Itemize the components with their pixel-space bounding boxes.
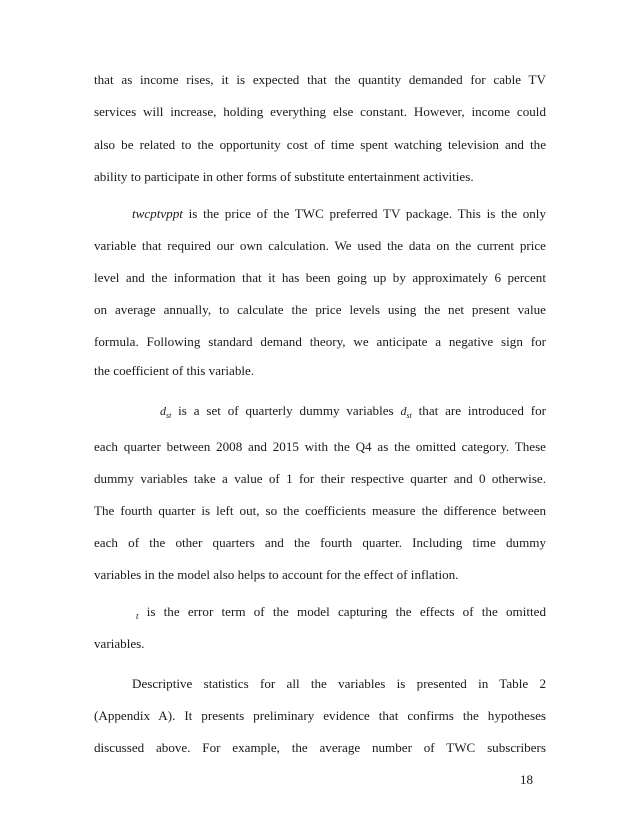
body-text: is a set of quarterly dummy variables <box>171 403 401 418</box>
body-line <box>160 403 546 424</box>
body-line: formula. Following standard demand theory, we anticipate a negative sign for <box>94 334 546 349</box>
body-line: on average annually, to calculate the price levels using the net present value <box>94 302 546 317</box>
body-line: variable that required our own calculation. We used the data on the current price <box>94 238 546 253</box>
math-symbol: $d_{st}$ <box>160 404 172 420</box>
body-text: is the error term of the model capturing the effects of the omitted <box>138 604 546 619</box>
body-line: services will increase, holding everything else constant. However, income could <box>94 104 546 119</box>
page-number: 18 <box>520 772 533 787</box>
variable-name: twcptvppt <box>132 206 183 221</box>
body-line <box>136 604 546 624</box>
body-line: each of the other quarters and the fourth quarter. Including time dummy <box>94 535 546 550</box>
body-text: is the price of the TWC preferred TV package. This is the only <box>182 206 546 221</box>
body-line: (Appendix A). It presents preliminary evidence that confirms the hypotheses <box>94 708 546 723</box>
body-line: The fourth quarter is left out, so the coefficients measure the difference between <box>94 503 546 518</box>
body-line: ability to participate in other forms of substitute entertainment activities. <box>94 169 474 184</box>
body-line: dummy variables take a value of 1 for their respective quarter and 0 otherwise. <box>94 471 546 486</box>
body-line: variables. <box>94 636 145 651</box>
body-line: Descriptive statistics for all the variables is presented in Table 2 <box>132 676 546 691</box>
body-line: level and the information that it has been going up by approximately 6 percent <box>94 270 546 285</box>
body-line: variables in the model also helps to account for the effect of inflation. <box>94 567 459 582</box>
body-line: discussed above. For example, the average number of TWC subscribers <box>94 740 546 755</box>
body-line <box>132 206 546 222</box>
body-text: that are introduced for <box>411 403 546 418</box>
body-line: each quarter between 2008 and 2015 with the Q4 as the omitted category. These <box>94 439 546 454</box>
body-line: that as income rises, it is expected that the quantity demanded for cable TV <box>94 72 546 87</box>
math-symbol: t <box>136 611 139 621</box>
body-line: also be related to the opportunity cost of time spent watching television and the <box>94 137 546 152</box>
body-line: the coefficient of this variable. <box>94 363 255 378</box>
math-symbol: $d_{st}$ <box>400 404 412 420</box>
